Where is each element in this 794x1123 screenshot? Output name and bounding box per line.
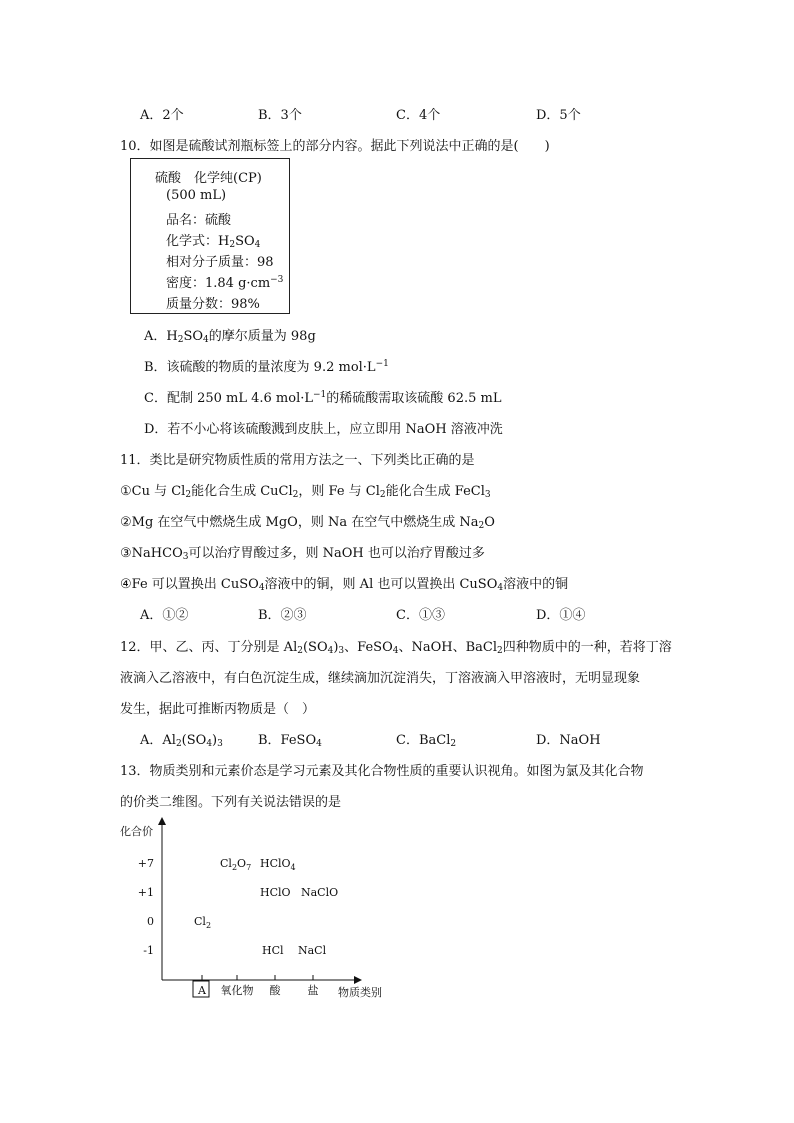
point-label: $Cl_2$ (194, 915, 212, 930)
x-tick-label: 盐 (307, 984, 319, 997)
q11-options (140, 604, 660, 624)
q12-option-d[interactable]: D．NaOH (536, 733, 601, 748)
y-ticks (138, 857, 154, 957)
q12-options (140, 729, 660, 749)
x-tick-label: A (198, 984, 206, 997)
label-volume: (500 mL) (166, 188, 227, 203)
q12-stem-line-2: 液滴入乙溶液中，有白色沉淀生成，继续滴加沉淀消失，丁溶液滴入甲溶液时，无明显现象 (120, 671, 641, 686)
point-label: $Cl_2O_7$ (220, 857, 252, 872)
y-tick-label: -1 (143, 944, 154, 957)
q11-statement-4: ④Fe 可以置换出 CuSO$_4$溶液中的铜，则 Al 也可以置换出 CuSO$_4$溶液中的铜 (120, 577, 569, 593)
x-tick-label: 氧化物 (220, 984, 254, 997)
q9-options (140, 104, 660, 124)
y-tick-label: +7 (137, 857, 154, 870)
q12-option-c[interactable]: C．BaCl$_2$ (396, 733, 457, 749)
label-name: 品名：硫酸 (166, 213, 232, 228)
q11-statement-3: ③NaHCO$_3$可以治疗胃酸过多，则 NaOH 也可以治疗胃酸过多 (120, 546, 485, 562)
q9-option-c[interactable]: C．4个 (396, 108, 441, 123)
q12-stem-line-1: 12．甲、乙、丙、丁分别是 $Al_2(SO_4)_3$、FeSO$_4$、NaOH、BaCl$_2$四种物质中的一种，若将丁溶 (120, 640, 672, 656)
q11-option-b[interactable]: B．②③ (258, 608, 307, 623)
q12-stem-line-3: 发生，据此可推断丙物质是（ ） (120, 702, 316, 717)
q10-option-b[interactable]: B．该硫酸的物质的量浓度为 9.2 $mol\cdot L^{-1}$ (144, 359, 389, 375)
x-ticks (193, 975, 319, 997)
q10-option-c[interactable]: C．配制 250 mL 4.6 $mol\cdot L^{-1}$的稀硫酸需取该硫酸 62.5 mL (144, 390, 502, 406)
point-label: HCl (262, 944, 284, 957)
label-formula: 化学式：$H_2SO_4$ (166, 234, 261, 250)
chart-points (194, 857, 338, 957)
valence-class-chart (120, 815, 420, 1005)
point-label: HClO$_4$ (260, 857, 296, 872)
y-tick-label: +1 (137, 886, 154, 899)
q11-statement-1: ①Cu 与 $Cl_2$能化合生成 CuCl$_2$，则 Fe 与 $Cl_2$能化合生成 FeCl$_3$ (120, 484, 491, 500)
reagent-label (130, 158, 290, 314)
label-title: 硫酸 化学纯(CP) (155, 171, 262, 186)
x-axis-label: 物质类别 (338, 986, 382, 999)
label-density: 密度：1.84 $g\cdot cm^{-3}$ (166, 275, 284, 291)
x-tick-label: 酸 (269, 984, 281, 997)
q10-option-d[interactable]: D．若不小心将该硫酸溅到皮肤上，应立即用 NaOH 溶液冲洗 (144, 422, 503, 437)
q11-stem: 11．类比是研究物质性质的常用方法之一、下列类比正确的是 (120, 453, 475, 468)
q11-statement-2: ②Mg 在空气中燃烧生成 MgO，则 Na 在空气中燃烧生成 $Na_2O$ (120, 515, 495, 531)
q11-option-a[interactable]: A．①② (140, 608, 189, 623)
q10-option-a[interactable]: A．$H_2SO_4$的摩尔质量为 98g (144, 329, 316, 345)
y-tick-label: 0 (147, 915, 154, 928)
point-label: NaCl (298, 944, 327, 957)
y-axis-label: 化合价 (120, 825, 153, 838)
q12-option-b[interactable]: B．FeSO$_4$ (258, 733, 322, 749)
point-label: NaClO (301, 886, 339, 899)
point-label: HClO (260, 886, 291, 899)
label-molar-mass: 相对分子质量：98 (166, 255, 274, 270)
q10-stem: 10．如图是硫酸试剂瓶标签上的部分内容。据此下列说法中正确的是( ) (120, 139, 550, 154)
label-mass-fraction: 质量分数：98% (166, 297, 260, 312)
q11-option-d[interactable]: D．①④ (536, 608, 586, 623)
q9-option-a[interactable]: A．2个 (140, 108, 184, 123)
q9-option-b[interactable]: B．3个 (258, 108, 302, 123)
q13-stem-line-1: 13．物质类别和元素价态是学习元素及其化合物性质的重要认识视角。如图为氯及其化合物 (120, 764, 644, 779)
q12-option-a[interactable]: A．$Al_2(SO_4)_3$ (140, 733, 223, 749)
q13-stem-line-2: 的价类二维图。下列有关说法错误的是 (120, 795, 342, 810)
q11-option-c[interactable]: C．①③ (396, 608, 445, 623)
q9-option-d[interactable]: D．5个 (536, 108, 581, 123)
